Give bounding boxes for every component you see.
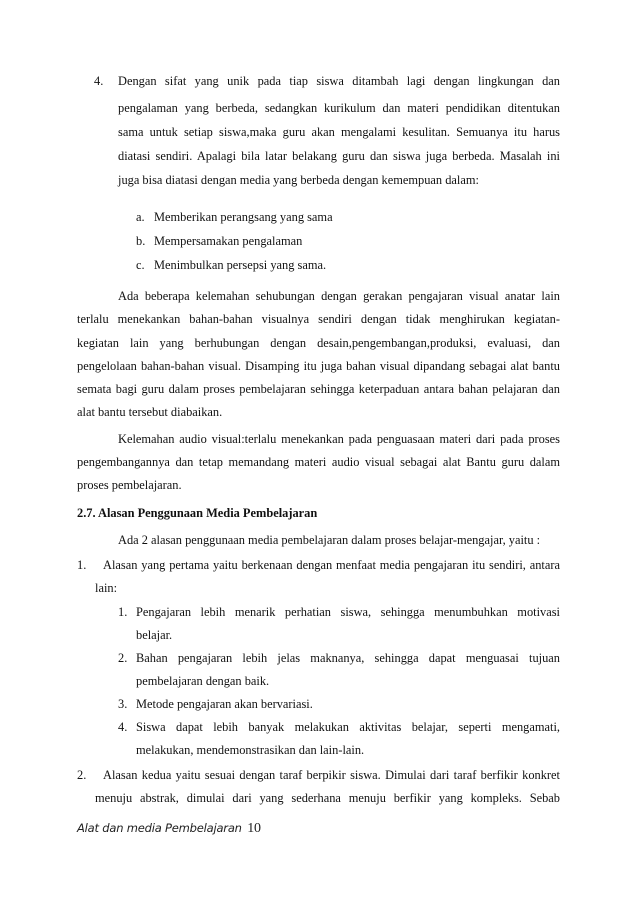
- sublist-item: belajar.: [136, 628, 173, 642]
- list-number: 4.: [94, 74, 104, 88]
- list-number: 1.: [77, 558, 87, 572]
- paragraph-line: Ada 2 alasan penggunaan media pembelajaran dalam proses belajar-mengajar, yaitu :: [118, 533, 541, 547]
- sublist-marker: b.: [136, 234, 146, 248]
- paragraph-line: semata bagi guru dalam proses pembelajaran sehingga keterpaduan antara bahan pelajaran dan: [77, 382, 560, 396]
- paragraph-line: juga bisa diatasi dengan media yang berbeda dengan kemempuan dalam:: [118, 173, 479, 187]
- paragraph-line: diatasi sendiri. Apalagi bila latar belakang guru dan siswa juga berbeda. Masalah ini: [118, 149, 560, 163]
- paragraph-line: Dengan sifat yang unik pada tiap siswa ditambah lagi dengan lingkungan dan: [118, 74, 560, 88]
- paragraph-line: pengelolaan bahan-bahan visual. Disamping itu juga bahan visual dipandang sebagai alat bantu: [77, 359, 560, 373]
- sublist-item: Pengajaran lebih menarik perhatian siswa, sehingga menumbuhkan motivasi: [136, 605, 560, 619]
- sublist-item: Bahan pengajaran lebih jelas maknanya, sehingga dapat menguasai tujuan: [136, 651, 560, 665]
- page-number: 10: [247, 821, 261, 836]
- sublist-item: pembelajaran dengan baik.: [136, 674, 270, 688]
- sublist-item: melakukan, mendemonstrasikan dan lain-lain.: [136, 743, 365, 757]
- paragraph-line: Kelemahan audio visual:terlalu menekankan pada penguasaan materi dari pada proses: [118, 432, 560, 446]
- paragraph-line: kegiatan lain yang berhubungan dengan desain,pengembangan,produksi, evaluasi, dan: [77, 336, 560, 350]
- sublist-marker: 4.: [118, 720, 128, 734]
- paragraph-line: Alasan yang pertama yaitu berkenaan dengan menfaat media pengajaran itu sendiri, antara: [103, 558, 560, 572]
- sublist-marker: c.: [136, 258, 145, 272]
- sublist-item: Menimbulkan persepsi yang sama.: [154, 258, 327, 272]
- paragraph-line: Ada beberapa kelemahan sehubungan dengan gerakan pengajaran visual anatar lain: [118, 289, 560, 303]
- sublist-item: Siswa dapat lebih banyak melakukan aktivitas belajar, seperti mengamati,: [136, 720, 560, 734]
- sublist-marker: a.: [136, 210, 145, 224]
- page-footer: [77, 821, 261, 837]
- paragraph-line: terlalu menekankan bahan-bahan visualnya sendiri dengan tidak menghirukan kegiatan-: [77, 312, 560, 326]
- sublist-item: Memberikan perangsang yang sama: [154, 210, 333, 224]
- sublist-marker: 3.: [118, 697, 128, 711]
- sublist-marker: 2.: [118, 651, 128, 665]
- sublist-marker: 1.: [118, 605, 128, 619]
- paragraph-line: Alasan kedua yaitu sesuai dengan taraf berpikir siswa. Dimulai dari taraf berfikir konkret: [103, 768, 560, 782]
- footer-label: Alat dan media Pembelajaran: [77, 821, 242, 835]
- paragraph-line: pengembangannya dan tetap memandang materi audio visual sebagai alat Bantu guru dalam: [77, 455, 560, 469]
- paragraph-line: alat bantu tersebut diabaikan.: [77, 405, 223, 419]
- paragraph-line: menuju abstrak, dimulai dari yang sederhana menuju berfikir yang kompleks. Sebab: [95, 791, 560, 805]
- paragraph-line: sama untuk setiap siswa,maka guru akan mengalami kesulitan. Semuanya itu harus: [118, 125, 560, 139]
- list-number: 2.: [77, 768, 87, 782]
- sublist-item: Metode pengajaran akan bervariasi.: [136, 697, 313, 711]
- paragraph-line: proses pembelajaran.: [77, 478, 182, 492]
- section-heading: 2.7. Alasan Penggunaan Media Pembelajaran: [77, 506, 318, 520]
- sublist-item: Mempersamakan pengalaman: [154, 234, 303, 248]
- paragraph-line: lain:: [95, 581, 118, 595]
- paragraph-line: pengalaman yang berbeda, sedangkan kurikulum dan materi pendidikan ditentukan: [118, 101, 560, 115]
